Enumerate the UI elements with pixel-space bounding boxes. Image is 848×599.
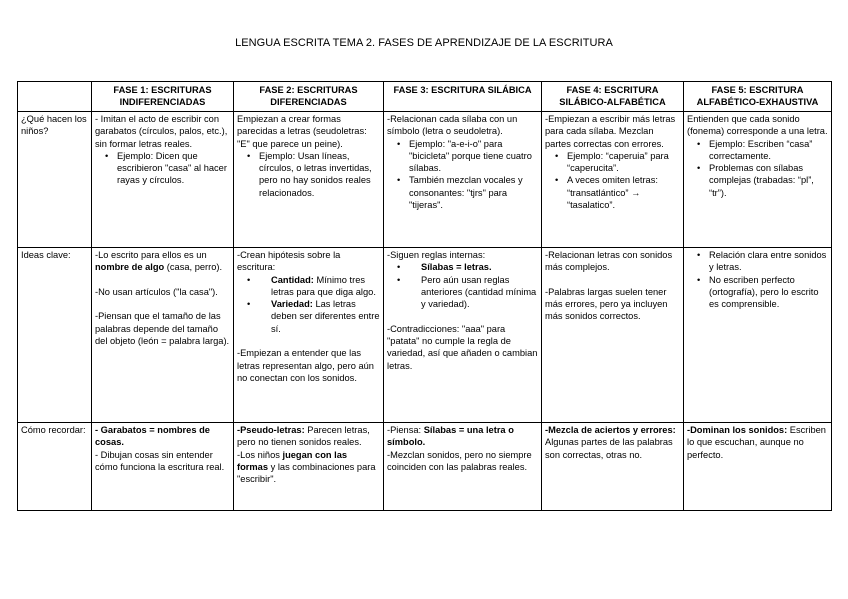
text-run: -Piensa: (387, 425, 424, 435)
document-title: LENGUA ESCRITA TEMA 2. FASES DE APRENDIZAJE DE LA ESCRITURA (235, 37, 613, 49)
cell-text (95, 249, 230, 274)
bullet-item: • Ejemplo: Usan líneas, círculos, o letras invertidas, pero no hay sonidos reales relacionados. (237, 150, 380, 199)
row-como-recordar (18, 423, 832, 511)
header-fase-5: FASE 5: ESCRITURA ALFABÉTICO-EXHAUSTIVA (684, 82, 832, 112)
bold-text: Variedad: (271, 299, 313, 310)
cell-como-fase-2 (234, 423, 384, 511)
cell-text: - Imitan el acto de escribir con garabatos (círculos, palos, etc.), sin formar letras reales. (95, 114, 228, 149)
bullet-item: • Ejemplo: Dicen que escribieron "casa" al hacer rayas y círculos. (95, 150, 230, 187)
cell-que-hacen-fase-4 (542, 112, 684, 248)
cell-ideas-fase-3 (384, 248, 542, 423)
cell-text (237, 449, 380, 486)
bullet-item (237, 274, 380, 299)
header-fase-4: FASE 4: ESCRITURA SILÁBICO-ALFABÉTICA (542, 82, 684, 112)
header-row (18, 82, 832, 112)
bold-text: Sílabas = letras. (421, 262, 492, 273)
row-label-ideas-clave: Ideas clave: (18, 248, 92, 423)
bullet-item: • No escriben perfecto (ortografía), pero lo escrito es comprensible. (687, 274, 828, 311)
bullet-item: • Ejemplo: Escriben “casa” correctamente. (687, 138, 828, 163)
row-que-hacen (18, 112, 832, 248)
text-run: -Lo escrito para ellos es un (95, 250, 207, 260)
cell-text (95, 424, 230, 449)
bold-text: Sílabas = una letra o símbolo. (387, 425, 514, 448)
cell-ideas-fase-2 (234, 248, 384, 423)
header-fase-1: FASE 1: ESCRITURAS INDIFERENCIADAS (92, 82, 234, 112)
bullet-item: • Relación clara entre sonidos y letras. (687, 249, 828, 274)
text-run: Parecen letras, pero no tienen sonidos reales. (237, 425, 370, 448)
row-ideas-clave (18, 248, 832, 423)
cell-text: Entienden que cada sonido (fonema) corresponde a una letra. (687, 114, 828, 137)
bullet-item: • También mezclan vocales y consonantes: "tjrs" para "tijeras". (387, 174, 538, 211)
cell-text: -Relacionan cada sílaba con un símbolo (letra o seudoletra). (387, 114, 518, 137)
cell-que-hacen-fase-2 (234, 112, 384, 248)
cell-como-fase-1 (92, 423, 234, 511)
text-run: Escriben lo que escuchan, aunque no perfecto. (687, 425, 826, 460)
cell-text: -Contradicciones: "aaa" para "patata" no cumple la regla de variedad, así que añaden o cambian letras. (387, 323, 538, 371)
bold-text: nombre de algo (95, 262, 165, 273)
cell-text: -Crean hipótesis sobre la escritura: (237, 250, 341, 273)
cell-como-fase-5 (684, 423, 832, 511)
cell-text: -Piensan que el tamaño de las palabras depende del tamaño del objeto (león = palabra larga). (95, 311, 230, 347)
text-run: Las letras deben ser diferentes entre sí. (271, 299, 380, 334)
cell-text (237, 424, 380, 449)
header-fase-3: FASE 3: ESCRITURA SILÁBICA (384, 82, 542, 112)
cell-ideas-fase-1 (92, 248, 234, 423)
cell-text: - Dibujan cosas sin entender cómo funciona la escritura real. (95, 449, 225, 472)
bullet-item (237, 298, 380, 335)
cell-text (387, 424, 538, 449)
cell-text: -Empiezan a entender que las letras representan algo, pero aún no conectan con los sonidos. (237, 348, 374, 383)
header-fase-2: FASE 2: ESCRITURAS DIFERENCIADAS (234, 82, 384, 112)
cell-text: -Empiezan a escribir más letras para cada sílaba. Mezclan partes correctas con errores. (545, 114, 676, 149)
bold-text: Cantidad: (271, 274, 314, 285)
bold-text: -Mezcla de aciertos y errores: (545, 425, 676, 435)
bold-text: - Garabatos = nombres de cosas. (95, 425, 210, 448)
cell-como-fase-3 (384, 423, 542, 511)
cell-text: Empiezan a crear formas parecidas a letras (seudoletras: "E" que parece un peine). (237, 114, 367, 149)
text-run: -Los niños (237, 449, 283, 460)
bold-text: -Pseudo-letras: (237, 425, 305, 435)
text-run: Algunas partes de las palabras son correctas, otras no. (545, 437, 673, 460)
cell-que-hacen-fase-5 (684, 112, 832, 248)
cell-text: -Palabras largas suelen tener más errores, pero ya incluyen más sonidos correctos. (545, 286, 668, 322)
bullet-item: • Problemas con sílabas complejas (trabadas: “pl”, “tr”). (687, 162, 828, 199)
cell-ideas-fase-4 (542, 248, 684, 423)
cell-text: -Relacionan letras con sonidos más complejos. (545, 250, 673, 273)
bullet-item: • Ejemplo: “caperuia” para “caperucita”. (545, 150, 680, 175)
cell-que-hacen-fase-3 (384, 112, 542, 248)
text-run: y las combinaciones para "escribir". (237, 461, 376, 485)
bold-text: juegan con las formas (237, 449, 348, 472)
text-run: Mínimo tres letras para que diga algo. (271, 274, 376, 297)
cell-como-fase-4 (542, 423, 684, 511)
row-label-que-hacen: ¿Qué hacen los niños? (18, 112, 92, 248)
bullet-item (387, 261, 538, 273)
cell-text: -No usan artículos ("la casa"). (95, 286, 218, 297)
row-label-como-recordar: Cómo recordar: (18, 423, 92, 511)
phases-table (17, 81, 832, 511)
bullet-item: • Pero aún usan reglas anteriores (cantidad mínima y variedad). (387, 274, 538, 311)
bold-text: -Dominan los sonidos: (687, 425, 788, 435)
cell-ideas-fase-5 (684, 248, 832, 423)
cell-text: -Mezclan sonidos, pero no siempre coinciden con las palabras reales. (387, 449, 532, 472)
cell-text: -Siguen reglas internas: (387, 250, 486, 260)
cell-que-hacen-fase-1 (92, 112, 234, 248)
cell-text (687, 424, 828, 461)
bullet-item: • Ejemplo: "a-e-i-o" para "bicicleta" porque tiene cuatro sílabas. (387, 138, 538, 175)
text-run: (casa, perro). (164, 262, 223, 273)
cell-text (545, 424, 680, 461)
bullet-item: • A veces omiten letras: “transatlántico” → “tasalatico”. (545, 174, 680, 211)
header-corner (18, 82, 92, 112)
